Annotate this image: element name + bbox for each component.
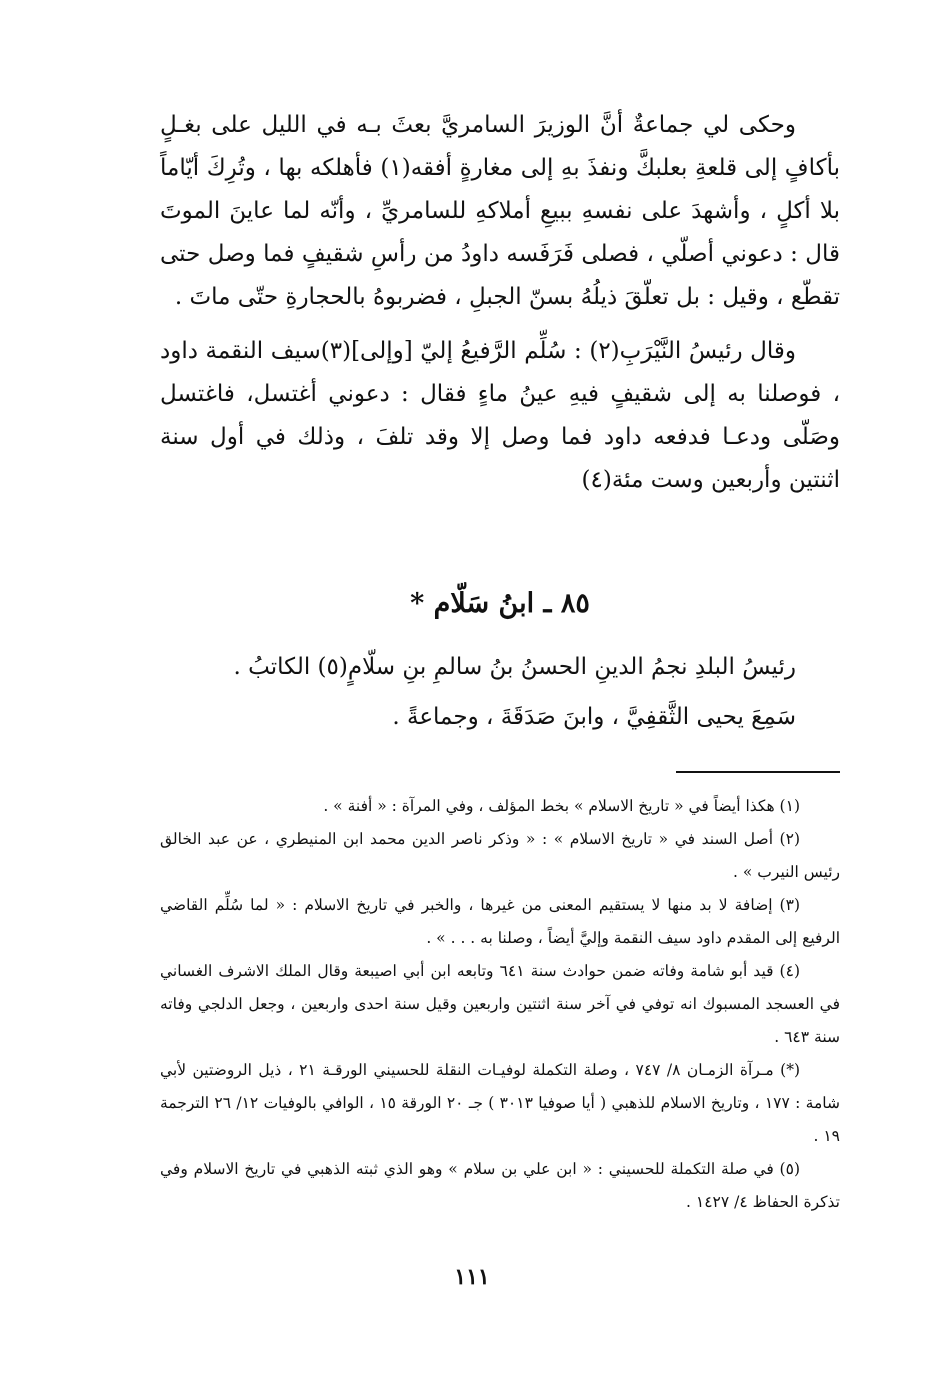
entry-line-1: رئيسُ البلدِ نجمُ الدينِ الحسنُ بنُ سالمِ بنِ سلّامٍ(٥) الكاتبُ . [233,654,796,680]
body-paragraph-1: وحكى لي جماعةٌ أنَّ الوزيرَ السامريَّ بعثَ بـه في الليل على بغـلٍ بأكافٍ إلى قلعةِ بعلبكَّ ونفذَ بهِ إلى مغارةٍ أفقه(١) فأهلكه بها ، وتُرِكَ أيّاماً بلا أكلٍ ، وأشهدَ على نفسهِ ببيعِ أملاكهِ للسامريِّ ، وأنّه لما عاينَ الموتَ قال : دعوني أصلّي ، فصلى فَرَفَسه داودُ من رأسِ شقيفٍ فما وصل حتى تقطّع ، وقيل : بل تعلّقَ ذيلُهُ بسنّ الجبلِ ، فضربوهُ بالحجارةِ حتّى ماتَ . [160,112,840,310]
footnote-5: (٥) في صلة التكملة للحسيني : « ابن علي بن سلام » وهو الذي ثبته الذهبي في تاريخ الاسلام وفي تذكرة الحفاظ ٤/ ١٤٢٧ . [160,1160,840,1211]
footnote-4: (٤) قيد أبو شامة وفاته ضمن حوادث سنة ٦٤١ وتابعه ابن أبي اصيبعة وقال الملك الاشرف الغساني في العسجد المسبوك انه توفي في آخر سنة اثنتين واربعين وقيل سنة احدى واربعين ، وجعل الدلجي وفاته سنة ٦٤٣ . [160,962,840,1046]
body-paragraph-2: وقال رئيسُ النَّيْرَبِ(٢) : سُلِّم الرَّفيعُ إليّ [وإلى](٣)سيف النقمة داود ، فوصلنا به إلى شقيفٍ فيهِ عينُ ماءٍ فقال : دعوني أغتسل، فاغتسل وصَلّى ودعـا فدفعه داود فما وصل إلا وقد تلفَ ، وذلك في أول سنة اثنتين وأربعين وست مئة(٤) [160,338,840,493]
footnotes [160,790,840,1219]
footnote-3: (٣) إضافة لا بد منها لا يستقيم المعنى من غيرها ، والخبر في تاريخ الاسلام : « لما سُلِّم القاضي الرفيع إلى المقدم داود سيف النقمة وإليَّ أيضاً ، وصلنا به . . . » . [160,896,840,947]
footnote-2: (٢) أصل السند في « تاريخ الاسلام » : « وذكر ناصر الدين محمد ابن المنيطري ، عن عبد الخالق رئيس النيرب » . [160,830,840,881]
footnote-star: (*) مـرآة الزمـان ٨/ ٧٤٧ ، وصلة التكملة لوفيـات النقلة للحسيني الورقـة ٢١ ، ذيل الروضتين لأبي شامة : ١٧٧ ، وتاريخ الاسلام للذهبي ( أيا صوفيا ٣٠١٣ ) جـ ٢٠ الورقة ١٥ ، الوافي بالوفيات ١٢/ ٢٦ الترجمة ١٩ . [160,1061,840,1145]
footnote-1: (١) هكذا أيضاً في « تاريخ الاسلام » بخط المؤلف ، وفي المرآة : « أفنة » . [323,797,800,815]
main-text [160,104,840,502]
entry-line-2: سَمِعَ يحيى الثَّقفِيَّ ، وابنَ صَدَقَةَ ، وجماعةً . [392,704,796,730]
footnote-separator [676,771,840,773]
entry-text [160,642,840,742]
entry-heading: ٨٥ ـ ابنُ سَلّام * [410,588,590,619]
page-number: ١١١ [454,1264,490,1290]
